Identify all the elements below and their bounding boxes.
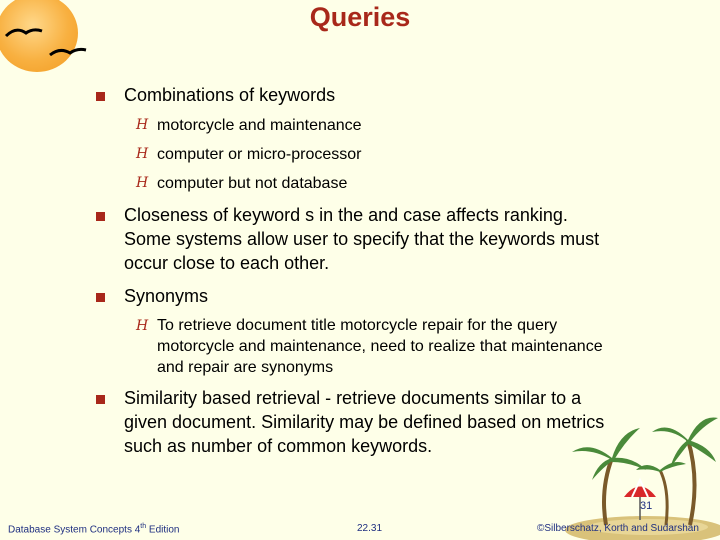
footer-slide-number: 22.31 [357,523,383,534]
bullet-4-line-3: such as number of common keywords. [124,436,433,456]
footer-book-title-suffix: Edition [146,524,180,536]
sub-bullet-3-1-line-3: and repair are synonyms [157,359,334,376]
bullet-3-text: Synonyms [124,286,209,306]
footer-book-title-sup: th [140,523,147,530]
bullet-2-line-3: occur close to each other. [124,253,330,273]
sub-bullet-icon: H [136,146,149,162]
bullet-1-text: Combinations of keywords [124,85,336,105]
footer-book-title [8,523,180,535]
sub-bullet-3-1-line-2: motorcycle and maintenance, need to realize that maintenance [157,338,603,355]
bullet-4-line-2: given document. Similarity may be defined based on metrics [124,412,605,432]
sub-bullet-icon: H [136,117,149,133]
bullet-2-line-2: Some systems allow user to specify that the keywords must [124,229,600,249]
sub-bullet-1-1: motorcycle and maintenance [157,117,362,134]
page-number: 31 [640,500,653,512]
sub-bullet-icon: H [136,318,149,334]
sub-bullet-icon: H [136,175,149,191]
slide-title: Queries [309,2,411,32]
footer-copyright: ©Silberschatz, Korth and Sudarshan [537,523,699,534]
bullet-4-line-1: Similarity based retrieval - retrieve documents similar to a [124,388,582,408]
sub-bullet-1-2: computer or micro-processor [157,146,362,163]
sub-bullet-3-1-line-1: To retrieve document title motorcycle repair for the query [157,317,558,334]
bullet-2-line-1: Closeness of keyword s in the and case affects ranking. [124,205,568,225]
sub-bullet-1-3: computer but not database [157,175,348,192]
footer-book-title-prefix: Database System Concepts 4 [8,524,141,536]
